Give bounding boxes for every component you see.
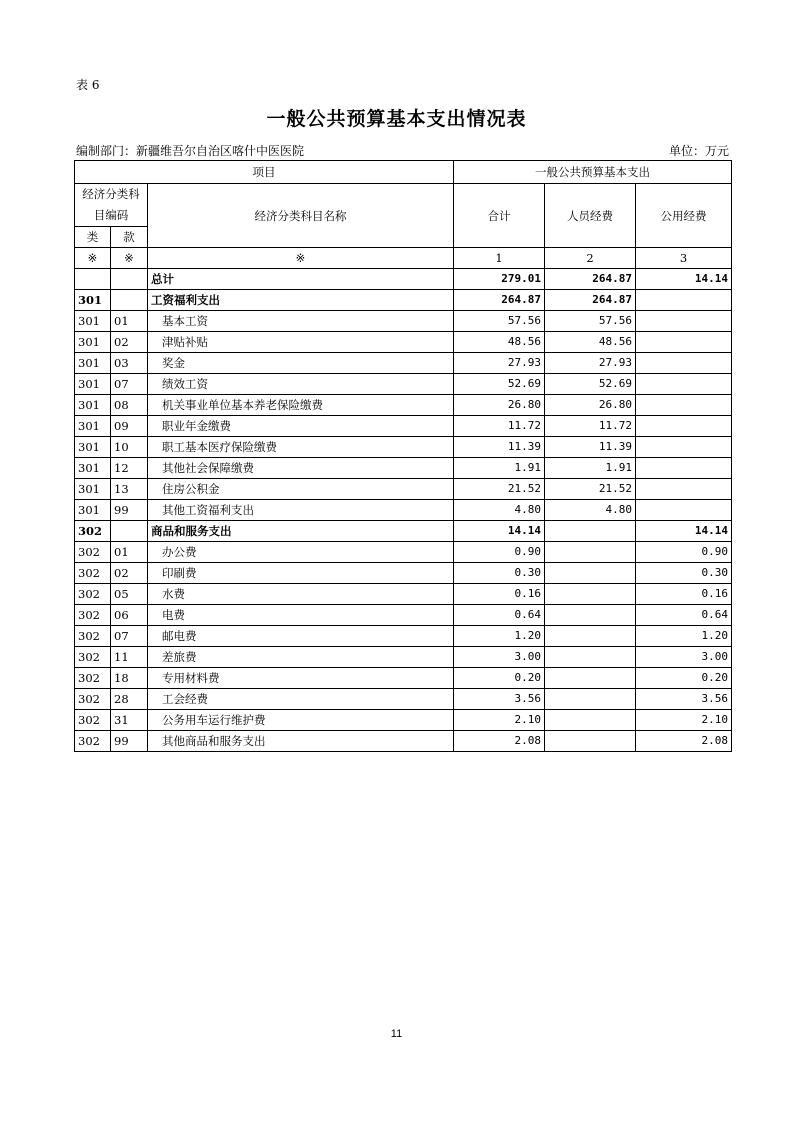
table-row <box>75 458 732 479</box>
row-public: 2.10 <box>636 710 732 731</box>
table-row <box>75 500 732 521</box>
row-name: 工会经费 <box>148 689 454 710</box>
row-kuan: 01 <box>111 542 148 563</box>
row-lei: 301 <box>75 353 111 374</box>
row-total: 0.64 <box>454 605 545 626</box>
row-total: 57.56 <box>454 311 545 332</box>
table-row <box>75 521 732 542</box>
row-public <box>636 353 732 374</box>
budget-table <box>74 160 732 752</box>
total-public: 14.14 <box>636 269 732 290</box>
table-row <box>75 731 732 752</box>
row-name: 公务用车运行维护费 <box>148 710 454 731</box>
header-item: 项目 <box>75 161 454 184</box>
header-lei: 类 <box>75 227 111 248</box>
row-personnel <box>545 689 636 710</box>
row-personnel <box>545 542 636 563</box>
budget-table-body <box>75 161 732 752</box>
header-code: 经济分类科目编码 <box>75 184 148 227</box>
table-row <box>75 437 732 458</box>
row-lei: 302 <box>75 542 111 563</box>
row-name: 住房公积金 <box>148 479 454 500</box>
header-col-3: 3 <box>636 248 732 269</box>
row-public: 2.08 <box>636 731 732 752</box>
row-personnel <box>545 563 636 584</box>
total-lei <box>75 269 111 290</box>
row-total: 3.56 <box>454 689 545 710</box>
row-lei: 301 <box>75 500 111 521</box>
row-lei: 302 <box>75 563 111 584</box>
row-lei: 302 <box>75 521 111 542</box>
table-row <box>75 479 732 500</box>
row-lei: 302 <box>75 668 111 689</box>
header-total: 合计 <box>454 184 545 248</box>
row-personnel: 26.80 <box>545 395 636 416</box>
row-total: 48.56 <box>454 332 545 353</box>
row-total: 0.30 <box>454 563 545 584</box>
row-public: 0.90 <box>636 542 732 563</box>
department-label: 编制部门：新疆维吾尔自治区喀什中医医院 <box>76 144 305 158</box>
row-public <box>636 416 732 437</box>
row-personnel <box>545 605 636 626</box>
row-name: 奖金 <box>148 353 454 374</box>
row-kuan: 07 <box>111 374 148 395</box>
row-total: 264.87 <box>454 290 545 311</box>
row-name: 专用材料费 <box>148 668 454 689</box>
row-personnel: 4.80 <box>545 500 636 521</box>
row-personnel: 1.91 <box>545 458 636 479</box>
table-row <box>75 395 732 416</box>
row-total: 1.20 <box>454 626 545 647</box>
total-row <box>75 269 732 290</box>
table-row <box>75 689 732 710</box>
header-col-2: 2 <box>545 248 636 269</box>
row-name: 其他商品和服务支出 <box>148 731 454 752</box>
table-row <box>75 416 732 437</box>
row-lei: 301 <box>75 374 111 395</box>
row-kuan: 08 <box>111 395 148 416</box>
row-public: 0.20 <box>636 668 732 689</box>
row-personnel: 27.93 <box>545 353 636 374</box>
row-personnel <box>545 668 636 689</box>
row-name: 其他工资福利支出 <box>148 500 454 521</box>
row-personnel: 264.87 <box>545 290 636 311</box>
row-public <box>636 332 732 353</box>
row-lei: 301 <box>75 437 111 458</box>
header-mark-2: ※ <box>111 248 148 269</box>
row-lei: 302 <box>75 710 111 731</box>
row-kuan: 11 <box>111 647 148 668</box>
row-name: 差旅费 <box>148 647 454 668</box>
row-name: 印刷费 <box>148 563 454 584</box>
unit-label: 单位：万元 <box>668 144 729 158</box>
header-row-1 <box>75 161 732 184</box>
table-row <box>75 311 732 332</box>
row-name: 机关事业单位基本养老保险缴费 <box>148 395 454 416</box>
row-kuan: 18 <box>111 668 148 689</box>
row-public: 0.30 <box>636 563 732 584</box>
table-row <box>75 605 732 626</box>
row-name: 办公费 <box>148 542 454 563</box>
row-kuan: 13 <box>111 479 148 500</box>
row-kuan: 03 <box>111 353 148 374</box>
row-name: 职业年金缴费 <box>148 416 454 437</box>
row-public <box>636 374 732 395</box>
row-total: 3.00 <box>454 647 545 668</box>
row-lei: 301 <box>75 332 111 353</box>
row-public: 3.00 <box>636 647 732 668</box>
row-total: 27.93 <box>454 353 545 374</box>
row-kuan: 02 <box>111 332 148 353</box>
table-row <box>75 710 732 731</box>
header-col-1: 1 <box>454 248 545 269</box>
row-kuan: 28 <box>111 689 148 710</box>
row-kuan: 05 <box>111 584 148 605</box>
row-total: 4.80 <box>454 500 545 521</box>
row-total: 52.69 <box>454 374 545 395</box>
header-kuan: 款 <box>111 227 148 248</box>
row-lei: 301 <box>75 458 111 479</box>
row-name: 工资福利支出 <box>148 290 454 311</box>
row-lei: 301 <box>75 416 111 437</box>
row-public <box>636 500 732 521</box>
page-number: 11 <box>390 1028 403 1040</box>
row-personnel: 57.56 <box>545 311 636 332</box>
row-kuan: 07 <box>111 626 148 647</box>
table-row <box>75 332 732 353</box>
row-kuan: 06 <box>111 605 148 626</box>
row-public: 0.64 <box>636 605 732 626</box>
row-kuan <box>111 521 148 542</box>
row-name: 职工基本医疗保险缴费 <box>148 437 454 458</box>
row-kuan: 09 <box>111 416 148 437</box>
header-personnel: 人员经费 <box>545 184 636 248</box>
row-lei: 302 <box>75 584 111 605</box>
row-total: 11.39 <box>454 437 545 458</box>
row-kuan: 10 <box>111 437 148 458</box>
row-total: 11.72 <box>454 416 545 437</box>
row-public: 3.56 <box>636 689 732 710</box>
row-name: 电费 <box>148 605 454 626</box>
row-kuan <box>111 290 148 311</box>
row-public <box>636 437 732 458</box>
total-personnel: 264.87 <box>545 269 636 290</box>
row-lei: 301 <box>75 290 111 311</box>
total-kuan <box>111 269 148 290</box>
row-name: 基本工资 <box>148 311 454 332</box>
row-lei: 302 <box>75 731 111 752</box>
row-lei: 302 <box>75 647 111 668</box>
row-name: 绩效工资 <box>148 374 454 395</box>
row-name: 水费 <box>148 584 454 605</box>
table-row <box>75 647 732 668</box>
table-row <box>75 563 732 584</box>
row-lei: 301 <box>75 479 111 500</box>
header-row-2 <box>75 184 732 227</box>
row-lei: 301 <box>75 395 111 416</box>
table-row <box>75 290 732 311</box>
row-personnel: 11.72 <box>545 416 636 437</box>
row-total: 21.52 <box>454 479 545 500</box>
row-lei: 302 <box>75 626 111 647</box>
row-personnel: 11.39 <box>545 437 636 458</box>
row-personnel <box>545 626 636 647</box>
row-lei: 301 <box>75 311 111 332</box>
table-number: 表 6 <box>76 78 100 92</box>
row-kuan: 99 <box>111 731 148 752</box>
row-total: 0.20 <box>454 668 545 689</box>
row-personnel: 52.69 <box>545 374 636 395</box>
row-total: 1.91 <box>454 458 545 479</box>
row-kuan: 02 <box>111 563 148 584</box>
row-lei: 302 <box>75 689 111 710</box>
row-public: 14.14 <box>636 521 732 542</box>
row-personnel <box>545 710 636 731</box>
row-personnel <box>545 521 636 542</box>
row-kuan: 01 <box>111 311 148 332</box>
header-basic-expenditure: 一般公共预算基本支出 <box>454 161 732 184</box>
header-public: 公用经费 <box>636 184 732 248</box>
header-mark-3: ※ <box>148 248 454 269</box>
row-public <box>636 479 732 500</box>
row-name: 其他社会保障缴费 <box>148 458 454 479</box>
table-row <box>75 668 732 689</box>
row-public <box>636 311 732 332</box>
row-total: 2.08 <box>454 731 545 752</box>
row-personnel: 21.52 <box>545 479 636 500</box>
row-personnel: 48.56 <box>545 332 636 353</box>
row-total: 2.10 <box>454 710 545 731</box>
row-kuan: 99 <box>111 500 148 521</box>
row-personnel <box>545 731 636 752</box>
row-total: 26.80 <box>454 395 545 416</box>
row-public <box>636 290 732 311</box>
header-mark-1: ※ <box>75 248 111 269</box>
table-row <box>75 353 732 374</box>
row-name: 商品和服务支出 <box>148 521 454 542</box>
row-total: 0.16 <box>454 584 545 605</box>
row-total: 14.14 <box>454 521 545 542</box>
table-row <box>75 584 732 605</box>
row-public <box>636 395 732 416</box>
row-kuan: 31 <box>111 710 148 731</box>
page-title: 一般公共预算基本支出情况表 <box>266 108 527 130</box>
row-name: 津贴补贴 <box>148 332 454 353</box>
row-lei: 302 <box>75 605 111 626</box>
row-total: 0.90 <box>454 542 545 563</box>
row-personnel <box>545 647 636 668</box>
row-personnel <box>545 584 636 605</box>
row-public: 0.16 <box>636 584 732 605</box>
total-total: 279.01 <box>454 269 545 290</box>
row-public: 1.20 <box>636 626 732 647</box>
row-kuan: 12 <box>111 458 148 479</box>
header-row-4 <box>75 248 732 269</box>
header-name: 经济分类科目名称 <box>148 184 454 248</box>
table-row <box>75 542 732 563</box>
total-label: 总计 <box>148 269 454 290</box>
table-row <box>75 626 732 647</box>
row-name: 邮电费 <box>148 626 454 647</box>
table-row <box>75 374 732 395</box>
row-public <box>636 458 732 479</box>
